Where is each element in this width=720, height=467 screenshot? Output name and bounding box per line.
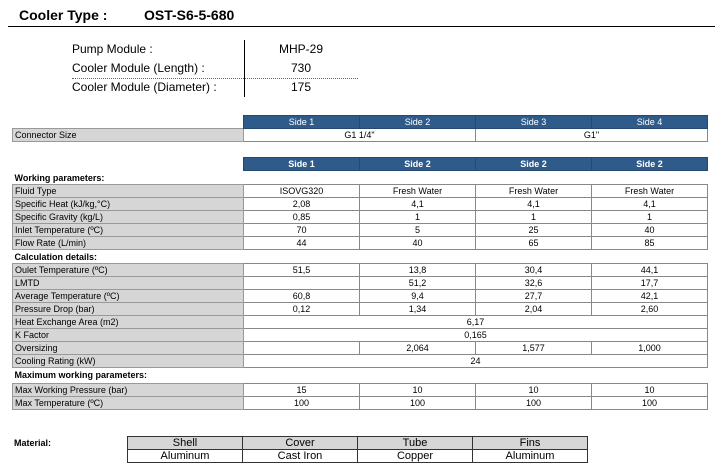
cell: 51,2: [360, 277, 476, 290]
cell: 10: [360, 384, 476, 397]
table-row: [13, 329, 708, 342]
row-label: Connector Size: [13, 129, 244, 142]
cell: 17,7: [592, 277, 708, 290]
cell: 15: [244, 384, 360, 397]
cell: 9,4: [360, 290, 476, 303]
cell: Fresh Water: [360, 185, 476, 198]
cell: 1,34: [360, 303, 476, 316]
table-row: [13, 237, 708, 250]
cell: 4,1: [476, 198, 592, 211]
cell: 25: [476, 224, 592, 237]
cell: 10: [476, 384, 592, 397]
table-row: [13, 185, 708, 198]
summary-value: MHP-29: [278, 42, 323, 56]
cell: 1,000: [592, 342, 708, 355]
row-label: Max Temperature (ºC): [13, 397, 244, 410]
material-header: Cover: [243, 437, 358, 450]
cooler-type-label: Cooler Type :: [19, 7, 108, 23]
table-row: [13, 277, 708, 290]
cell: 1: [592, 211, 708, 224]
cell: 2,064: [360, 342, 476, 355]
cell: 5: [360, 224, 476, 237]
material-label: Material:: [14, 438, 52, 448]
section-calculation: Calculation details:: [14, 252, 98, 262]
cell: 51,5: [244, 264, 360, 277]
calc-rows: [13, 264, 708, 316]
material-header: Shell: [128, 437, 243, 450]
connector-table: [12, 115, 708, 142]
cell: 100: [476, 397, 592, 410]
heat-area-value: 6,17: [244, 316, 708, 329]
summary-value: 730: [290, 61, 312, 75]
material-value: Aluminum: [473, 450, 588, 463]
table-row: [13, 303, 708, 316]
summary-label: Cooler Module (Length) :: [72, 61, 205, 75]
row-label: Pressure Drop (bar): [13, 303, 244, 316]
cell: 2,08: [244, 198, 360, 211]
side-header: Side 2: [476, 158, 592, 171]
cell: 40: [360, 237, 476, 250]
k-factor-value: 0,165: [244, 329, 708, 342]
cell: Fresh Water: [592, 185, 708, 198]
cell: 0,85: [244, 211, 360, 224]
section-working: Working parameters:: [14, 173, 105, 183]
connector-header: Side 1: [244, 116, 360, 129]
table-row: [13, 316, 708, 329]
title-bar: [8, 6, 715, 27]
cell: 10: [592, 384, 708, 397]
cell: 100: [592, 397, 708, 410]
row-label: Heat Exchange Area (m2): [13, 316, 244, 329]
table-row: [13, 355, 708, 368]
working-rows: [13, 185, 708, 250]
material-table: [127, 436, 588, 463]
connector-size-side34: G1": [476, 129, 708, 142]
table-row: [13, 224, 708, 237]
row-label: Specific Gravity (kg/L): [13, 211, 244, 224]
material-value: Copper: [358, 450, 473, 463]
material-value: Aluminum: [128, 450, 243, 463]
cooling-rating-value: 24: [244, 355, 708, 368]
cell: [244, 342, 360, 355]
summary-label: Cooler Module (Diameter) :: [72, 80, 217, 94]
connector-header: Side 4: [592, 116, 708, 129]
material-header: Tube: [358, 437, 473, 450]
material-header: Fins: [473, 437, 588, 450]
cell: 4,1: [592, 198, 708, 211]
row-label: Oulet Temperature (ºC): [13, 264, 244, 277]
cell: 40: [592, 224, 708, 237]
cell: 2,04: [476, 303, 592, 316]
row-label: Max Working Pressure (bar): [13, 384, 244, 397]
cell: 44,1: [592, 264, 708, 277]
table-row: [13, 211, 708, 224]
cell: Fresh Water: [476, 185, 592, 198]
table-row: [13, 342, 708, 355]
cell: 44: [244, 237, 360, 250]
cell: 13,8: [360, 264, 476, 277]
table-row: [13, 290, 708, 303]
row-label: Oversizing: [13, 342, 244, 355]
summary-value: 175: [290, 80, 312, 94]
cell: 100: [360, 397, 476, 410]
parameters-table: [12, 157, 708, 410]
cell: 2,60: [592, 303, 708, 316]
cell: 65: [476, 237, 592, 250]
connector-header: Side 2: [360, 116, 476, 129]
connector-header: Side 3: [476, 116, 592, 129]
row-label: Specific Heat (kJ/kg,°C): [13, 198, 244, 211]
row-label: Average Temperature (ºC): [13, 290, 244, 303]
row-label: Cooling Rating (kW): [13, 355, 244, 368]
row-label: Inlet Temperature (ºC): [13, 224, 244, 237]
max-rows: [13, 384, 708, 410]
row-label: Flow Rate (L/min): [13, 237, 244, 250]
cell: 85: [592, 237, 708, 250]
side-header: Side 2: [592, 158, 708, 171]
cell: 32,6: [476, 277, 592, 290]
cell: 60,8: [244, 290, 360, 303]
cell: 27,7: [476, 290, 592, 303]
cell: 1,577: [476, 342, 592, 355]
cell: 4,1: [360, 198, 476, 211]
cell: 100: [244, 397, 360, 410]
side-header: Side 1: [244, 158, 360, 171]
cell: 0,12: [244, 303, 360, 316]
table-row: [13, 397, 708, 410]
section-maximum: Maximum working parameters:: [14, 370, 148, 380]
connector-size-side12: G1 1/4": [244, 129, 476, 142]
row-label: LMTD: [13, 277, 244, 290]
cell: 42,1: [592, 290, 708, 303]
cell: 70: [244, 224, 360, 237]
cell: ISOVG320: [244, 185, 360, 198]
cell: 1: [476, 211, 592, 224]
table-row: [13, 264, 708, 277]
row-label: K Factor: [13, 329, 244, 342]
row-label: Fluid Type: [13, 185, 244, 198]
summary-label: Pump Module :: [72, 42, 153, 56]
side-header: Side 2: [360, 158, 476, 171]
table-row: [13, 384, 708, 397]
cell: 30,4: [476, 264, 592, 277]
cell: 1: [360, 211, 476, 224]
material-value: Cast Iron: [243, 450, 358, 463]
table-row: [13, 198, 708, 211]
cooler-type-value: OST-S6-5-680: [144, 7, 235, 23]
cell: [244, 277, 360, 290]
